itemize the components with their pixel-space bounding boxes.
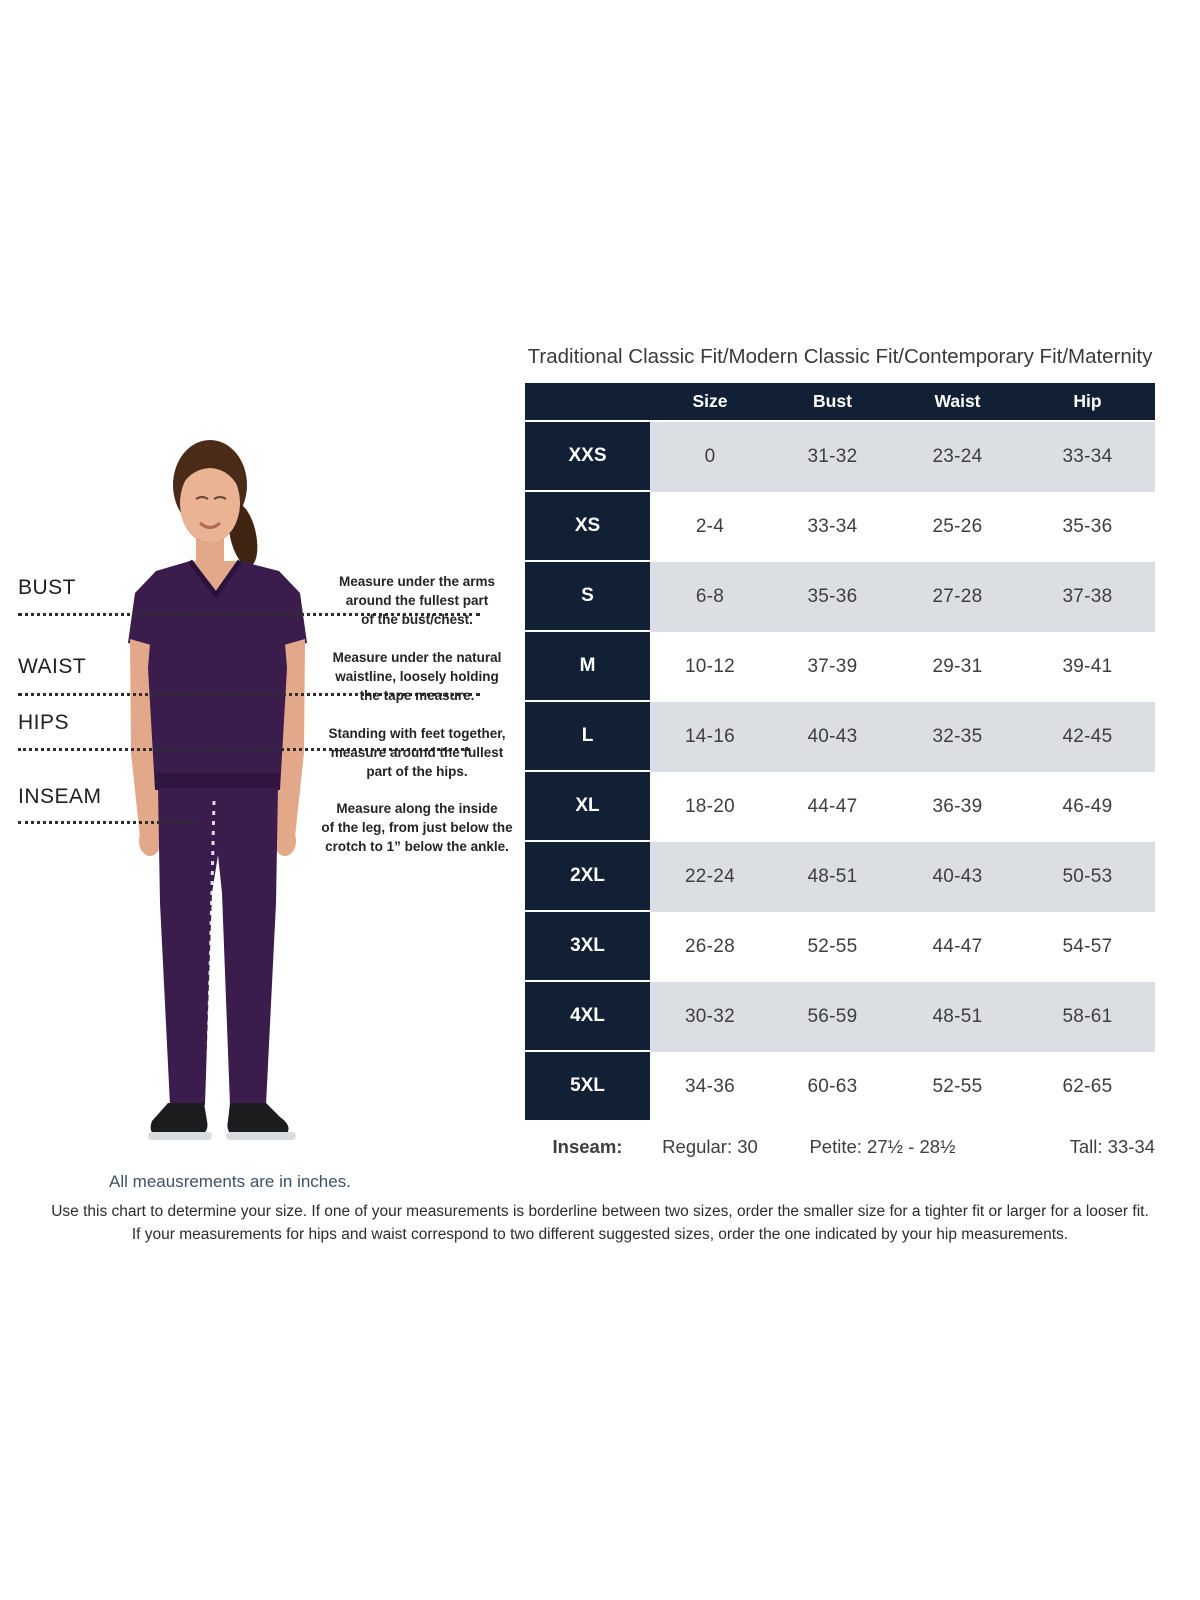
- dotted-line-inseam: [18, 821, 196, 824]
- table-row-s: [525, 562, 1155, 632]
- size-cell: XS: [525, 492, 650, 562]
- table-row-xs: [525, 492, 1155, 562]
- inseam-regular: Regular: 30: [662, 1136, 758, 1157]
- value-cell: 31-32: [770, 422, 895, 492]
- instruction-line: crotch to 1” below the ankle.: [325, 839, 509, 855]
- header-cell-size: Size: [692, 391, 728, 411]
- value-cell: 36-39: [932, 796, 983, 817]
- instruction-line: of the bust/chest.: [361, 612, 473, 628]
- size-cell: XXS: [525, 422, 650, 492]
- value-cell: 39-41: [1062, 656, 1113, 677]
- value-cell: 29-31: [932, 656, 983, 677]
- value-cell: 26-28: [684, 936, 736, 957]
- value-cell: 32-35: [895, 702, 1020, 772]
- instruction-line: measure around the fullest: [330, 745, 504, 761]
- footer-line-1: Use this chart to determine your size. If one of your measurements is borderline between two sizes, order the smaller size for a tighter fit or larger for a looser fit.: [51, 1203, 1149, 1220]
- table-row-4xl: [525, 982, 1155, 1052]
- size-chart-title: Traditional Classic Fit/Modern Classic Fit/Contemporary Fit/Maternity: [527, 345, 1153, 368]
- size-cell: S: [525, 562, 650, 632]
- instruction-inseam: [312, 799, 522, 856]
- value-cell: 18-20: [684, 796, 736, 817]
- value-cell: 44-47: [932, 936, 983, 957]
- value-cell: 40-43: [770, 702, 895, 772]
- value-cell: 23-24: [895, 422, 1020, 492]
- value-cell: 58-61: [1020, 982, 1155, 1052]
- value-cell: 30-32: [650, 982, 770, 1052]
- inseam-row: [525, 1122, 1155, 1172]
- units-note: All meausrements are in inches.: [109, 1172, 351, 1191]
- value-cell: 37-38: [1020, 562, 1155, 632]
- value-cell: 27-28: [895, 562, 1020, 632]
- value-cell: 6-8: [650, 562, 770, 632]
- table-row-xxs: [525, 422, 1155, 492]
- size-cell: M: [525, 632, 650, 702]
- table-row-xl: [525, 772, 1155, 842]
- value-cell: 14-16: [650, 702, 770, 772]
- value-cell: 52-55: [932, 1076, 983, 1097]
- table-row-l: [525, 702, 1155, 772]
- table-row-3xl: [525, 912, 1155, 982]
- table-row-m: [525, 632, 1155, 702]
- table-row-2xl: [525, 842, 1155, 912]
- value-cell: 42-45: [1020, 702, 1155, 772]
- instruction-line: waistline, loosely holding: [335, 669, 499, 685]
- footer-note: [20, 1200, 1180, 1246]
- instruction-bust: [312, 572, 522, 629]
- header-cell-blank: [525, 383, 650, 420]
- value-cell: 56-59: [770, 982, 895, 1052]
- table-row-5xl: [525, 1052, 1155, 1122]
- inseam-tall: Tall: 33-34: [1069, 1136, 1155, 1157]
- size-cell: 3XL: [525, 912, 650, 982]
- instruction-waist: [312, 648, 522, 705]
- value-cell: 0: [650, 422, 770, 492]
- instruction-line: Measure along the inside: [336, 801, 498, 816]
- instruction-hips: [312, 724, 522, 781]
- measurement-label-inseam: INSEAM: [18, 785, 102, 808]
- instruction-line: the tape measure.: [359, 688, 475, 704]
- size-cell: 2XL: [525, 842, 650, 912]
- value-cell: 48-51: [770, 842, 895, 912]
- size-cell: XL: [525, 772, 650, 842]
- value-cell: 37-39: [807, 656, 858, 677]
- value-cell: 52-55: [807, 936, 858, 957]
- value-cell: 33-34: [807, 516, 858, 537]
- value-cell: 46-49: [1062, 796, 1113, 817]
- value-cell: 34-36: [684, 1076, 736, 1097]
- value-cell: 62-65: [1062, 1076, 1113, 1097]
- measurement-label-bust: BUST: [18, 576, 77, 599]
- inseam-petite: Petite: 27½ - 28½: [809, 1136, 956, 1157]
- value-cell: 2-4: [695, 516, 725, 537]
- model-illustration: [90, 423, 370, 1150]
- value-cell: 44-47: [807, 796, 858, 817]
- header-cell-waist: Waist: [934, 391, 981, 411]
- value-cell: 35-36: [1062, 516, 1113, 537]
- value-cell: 25-26: [932, 516, 983, 537]
- size-cell: 5XL: [525, 1052, 650, 1122]
- value-cell: 35-36: [770, 562, 895, 632]
- value-cell: 33-34: [1020, 422, 1155, 492]
- instruction-line: Measure under the natural: [332, 650, 502, 665]
- value-cell: 50-53: [1020, 842, 1155, 912]
- header-cell-bust: Bust: [813, 391, 852, 411]
- instruction-line: Standing with feet together,: [328, 726, 506, 741]
- size-table: [525, 383, 1155, 1122]
- instruction-line: part of the hips.: [366, 764, 468, 780]
- table-header: [525, 383, 1155, 422]
- size-cell: L: [525, 702, 650, 772]
- value-cell: 22-24: [650, 842, 770, 912]
- measurement-label-waist: WAIST: [18, 655, 87, 678]
- size-cell: 4XL: [525, 982, 650, 1052]
- measurement-label-hips: HIPS: [18, 711, 70, 734]
- footer-line-2: If your measurements for hips and waist correspond to two different suggested sizes, order the one indicated by your hip measurements.: [131, 1226, 1069, 1243]
- instruction-line: of the leg, from just below the: [321, 820, 513, 836]
- inseam-label: Inseam:: [552, 1136, 623, 1157]
- value-cell: 40-43: [895, 842, 1020, 912]
- instruction-line: Measure under the arms: [338, 574, 496, 589]
- value-cell: 10-12: [684, 656, 736, 677]
- instruction-line: around the fullest part: [345, 593, 489, 609]
- header-cell-hip: Hip: [1073, 391, 1102, 411]
- value-cell: 54-57: [1062, 936, 1113, 957]
- value-cell: 60-63: [807, 1076, 858, 1097]
- value-cell: 48-51: [895, 982, 1020, 1052]
